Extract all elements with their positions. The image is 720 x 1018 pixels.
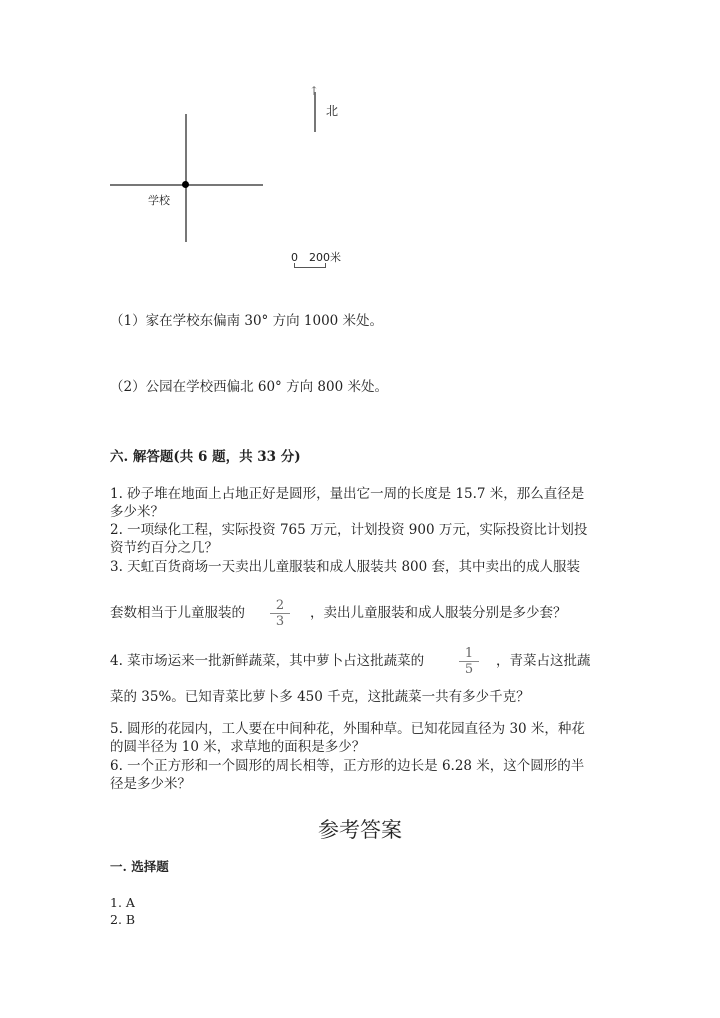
part5-q1: （1）家在学校东偏南 30° 方向 1000 米处。 <box>110 313 384 329</box>
q3-line2b: ，卖出儿童服装和成人服装分别是多少套？ <box>310 605 567 621</box>
answer-1: 1. A <box>110 895 135 910</box>
q4-line1a: 4. 菜市场运来一批新鲜蔬菜，其中萝卜占这批蔬菜的 <box>110 653 425 669</box>
q3-line1: 3. 天虹百货商场一天卖出儿童服装和成人服装共 800 套，其中卖出的成人服装 <box>110 559 581 575</box>
scale-bar <box>294 263 326 268</box>
school-point <box>182 181 189 188</box>
q4-fraction <box>459 646 479 677</box>
north-label: 北 <box>326 104 339 118</box>
school-label: 学校 <box>148 194 170 207</box>
q2-line2: 资节约百分之几？ <box>110 540 218 556</box>
q4-frac-den: 5 <box>464 662 474 677</box>
part5-q2: （2）公园在学校西偏北 60° 方向 800 米处。 <box>110 379 388 395</box>
section6-title: 六. 解答题(共 6 题，共 33 分) <box>110 449 301 465</box>
q5-line1: 5. 圆形的花园内，工人要在中间种花，外围种草。已知花园直径为 30 米，种花 <box>110 721 585 737</box>
q3-frac-den: 3 <box>275 614 285 629</box>
q3-line2a: 套数相当于儿童服装的 <box>110 605 245 621</box>
q1-line2: 多少米？ <box>110 504 164 520</box>
q2-line1: 2. 一项绿化工程，实际投资 765 万元，计划投资 900 万元，实际投资比计划投 <box>110 522 588 538</box>
q1-line1: 1. 砂子堆在地面上占地正好是圆形，量出它一周的长度是 15.7 米，那么直径是 <box>110 486 585 502</box>
scale-zero: 0 <box>291 251 298 264</box>
q6-line1: 6. 一个正方形和一个圆形的周长相等，正方形的边长是 6.28 米，这个圆形的半 <box>110 758 585 774</box>
q4-line2: 菜的 35%。已知青菜比萝卜多 450 千克，这批蔬菜一共有多少千克？ <box>110 689 530 705</box>
scale-label: 200米 <box>309 251 341 264</box>
q3-fraction <box>270 598 290 629</box>
q3-frac-num: 2 <box>270 598 290 614</box>
north-arrow-icon <box>314 92 316 132</box>
q6-line2: 径是多少米？ <box>110 776 191 792</box>
answer-2: 2. B <box>110 912 136 927</box>
q5-line2: 的圆半径为 10 米，求草地的面积是多少？ <box>110 739 366 755</box>
q4-line1b: ，青菜占这批蔬 <box>496 653 591 669</box>
arrow-head-icon: ↑ <box>309 84 320 98</box>
answers-title: 参考答案 <box>318 818 402 842</box>
north-south-line <box>185 114 187 242</box>
q4-frac-num: 1 <box>459 646 479 662</box>
answers-section1: 一. 选择题 <box>110 859 169 874</box>
